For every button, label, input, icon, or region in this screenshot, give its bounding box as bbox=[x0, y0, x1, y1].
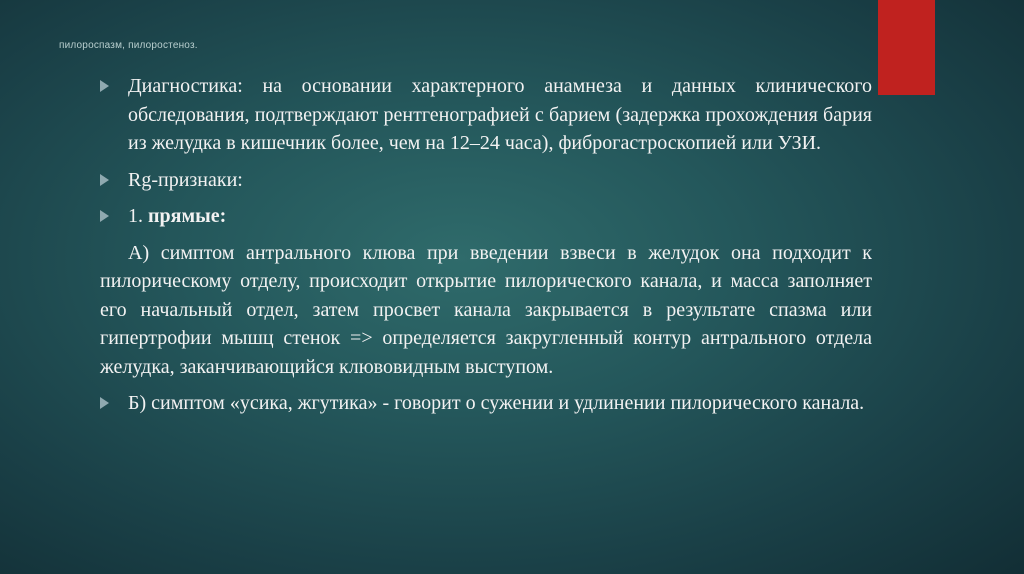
direct-label: прямые: bbox=[148, 205, 227, 227]
accent-bar bbox=[878, 0, 935, 95]
bullet-arrow-icon bbox=[100, 80, 109, 92]
symptom-b-text: Б) симптом «усика, жгутика» - говорит о сужении и удлинении пилорического канала. bbox=[128, 392, 865, 414]
bullet-arrow-icon bbox=[100, 210, 109, 222]
paragraph-symptom-a bbox=[100, 239, 872, 382]
direct-prefix: 1. bbox=[128, 205, 148, 227]
bullet-item-rg-signs bbox=[100, 166, 872, 195]
symptom-a-text: А) симптом антрального клюва при введении взвеси в желудок она подходит к пилорическому отделу, происходит открытие пилорического канала, и масса заполняет его начальный отдел, затем просвет канала закрывается в результате спазма или гипертрофии мышц стенок => определяется закругленный контур антрального отдела желудка, заканчивающийся клювовидным выступом. bbox=[100, 241, 872, 378]
bullet-arrow-icon bbox=[100, 174, 109, 186]
diagnostics-text: Диагностика: на основании характерного анамнеза и данных клинического обследования, подтверждают рентгенографией с барием (задержка прохождения бария из желудка в кишечник более, чем на 12–24 часа), фиброгастроскопией или УЗИ. bbox=[128, 75, 872, 154]
slide-title: пилороспазм, пилоростеноз. bbox=[59, 40, 198, 51]
bullet-item-diagnostics bbox=[100, 72, 872, 158]
slide-content bbox=[100, 72, 872, 426]
bullet-arrow-icon bbox=[100, 397, 109, 409]
bullet-item-symptom-b bbox=[100, 389, 872, 418]
bullet-item-direct bbox=[100, 202, 872, 231]
rg-signs-text: Rg-признаки: bbox=[128, 168, 243, 191]
